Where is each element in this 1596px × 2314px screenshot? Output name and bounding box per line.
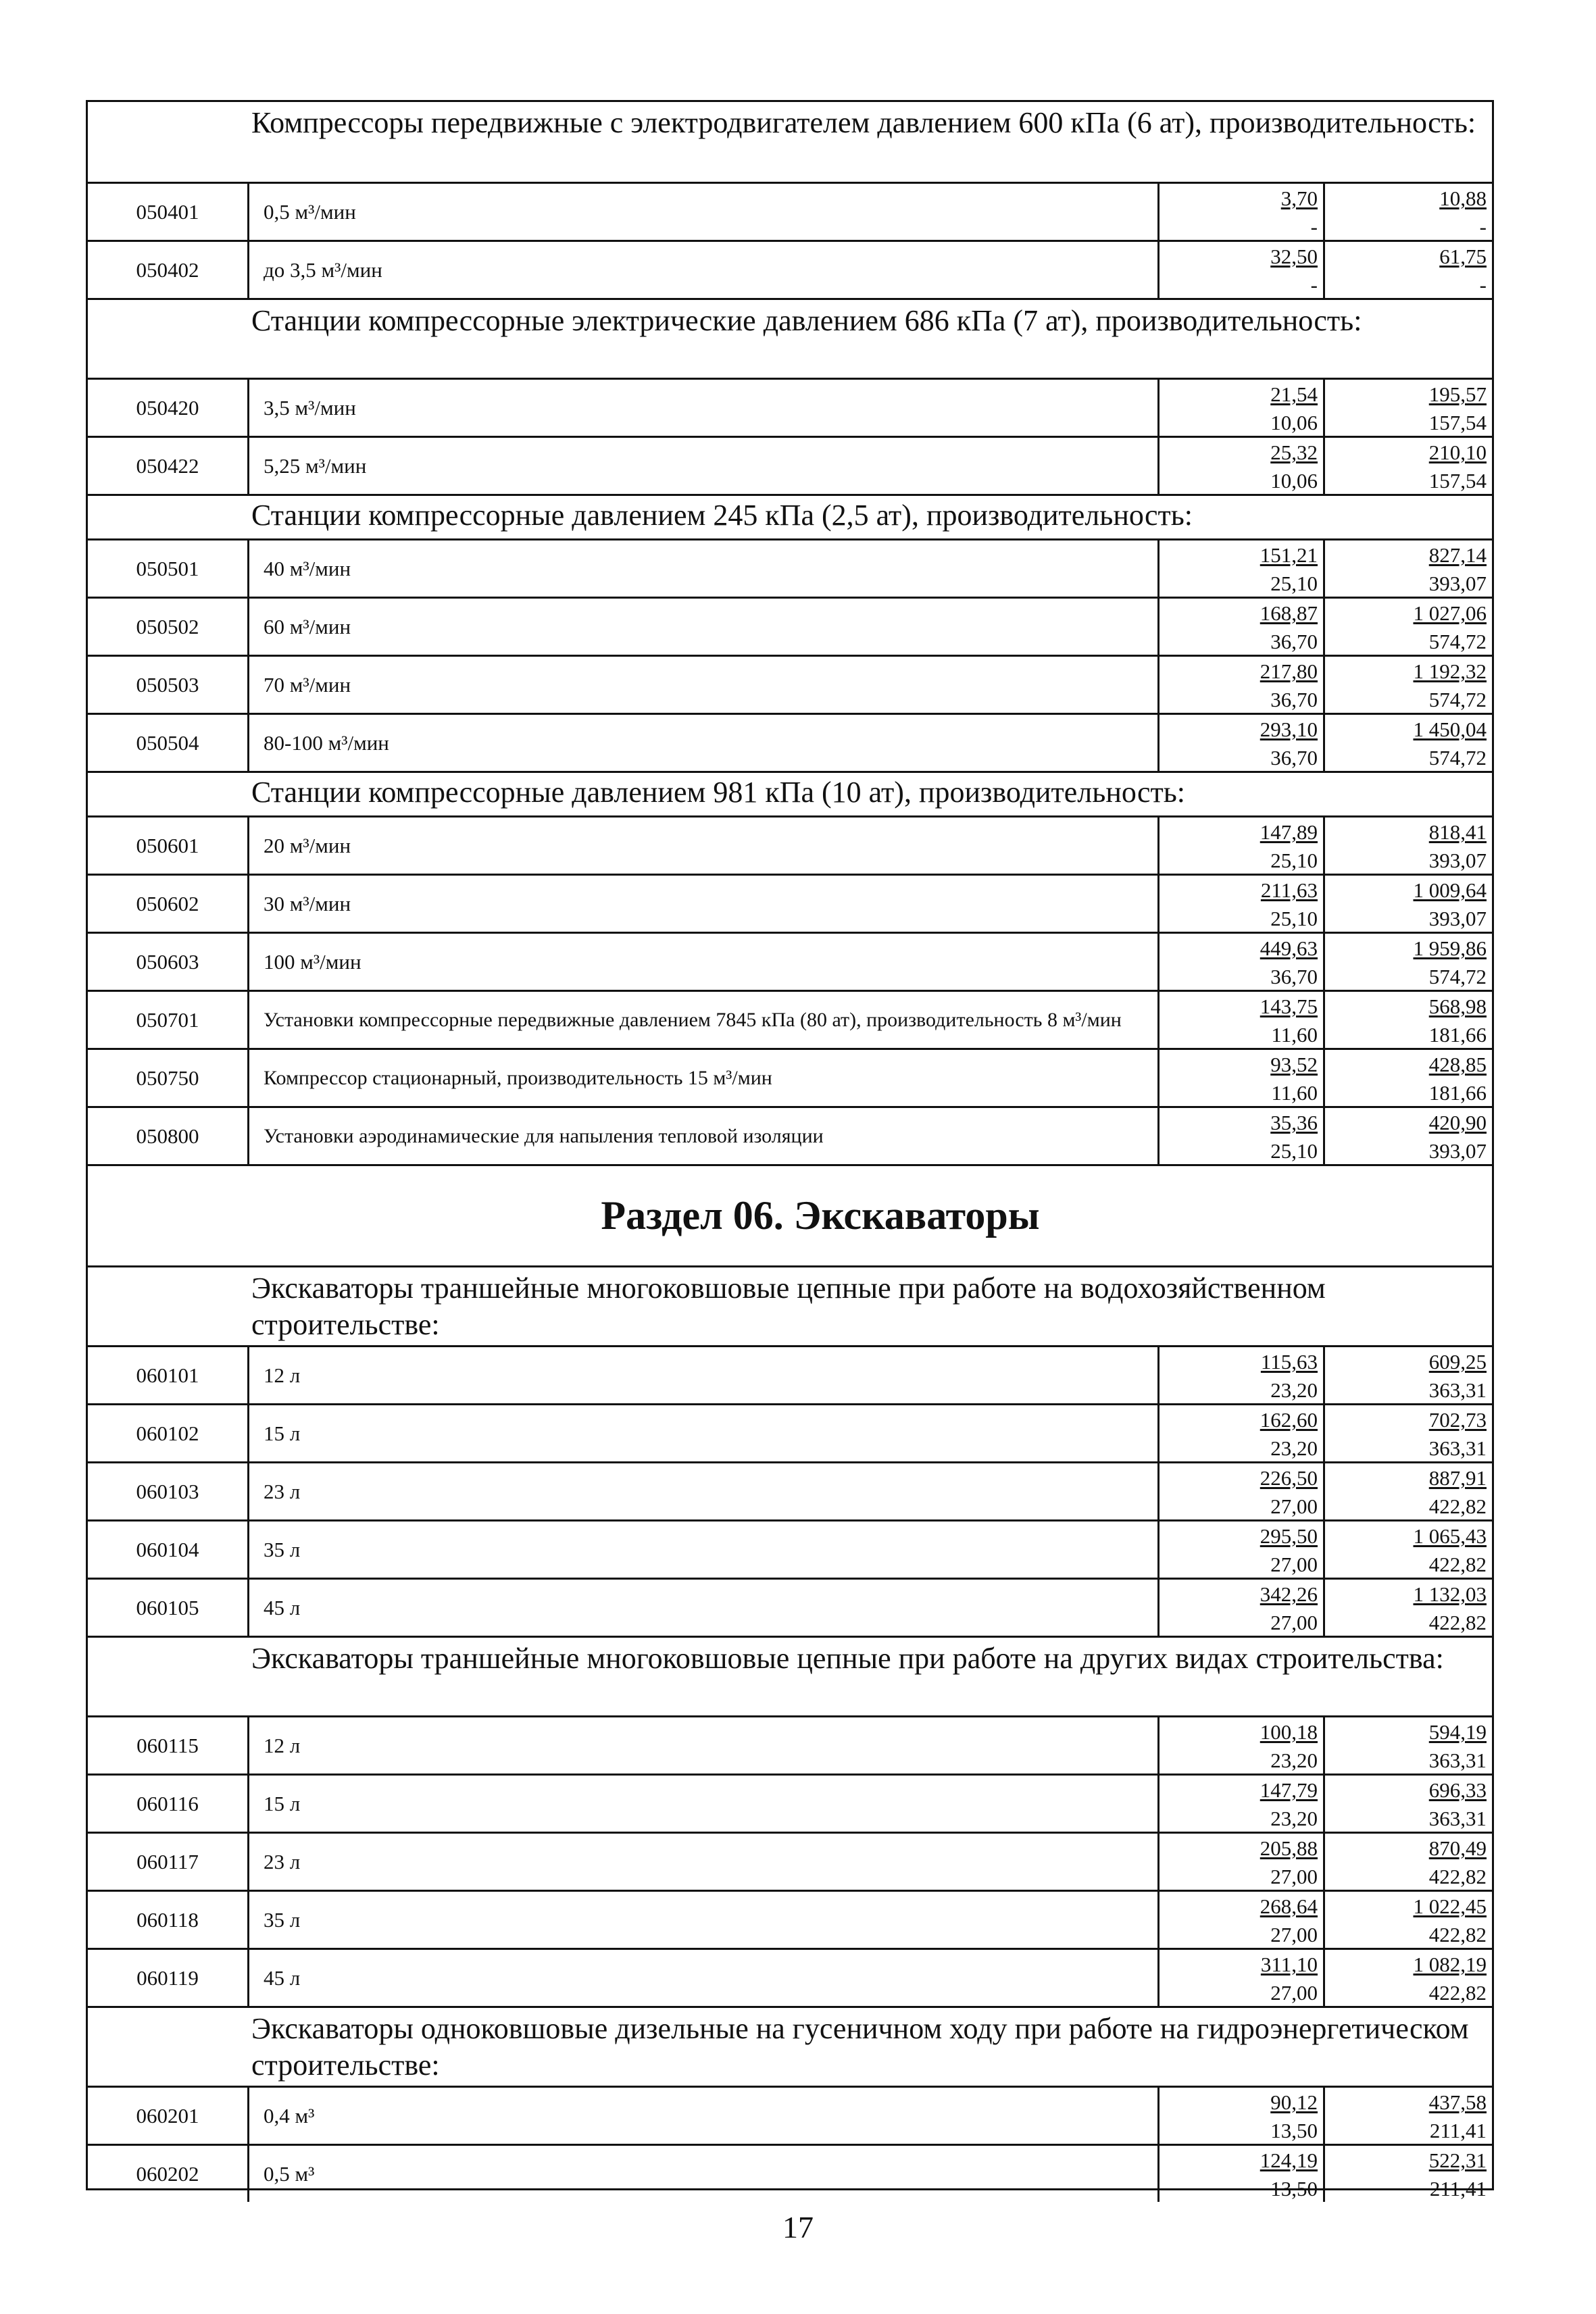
group-title: Компрессоры передвижные с электродвигателем давлением 600 кПа (6 ат), производительность: <box>251 106 1476 139</box>
price-column-2 <box>1323 715 1492 771</box>
price-2-wage: 422,82 <box>1428 1611 1487 1634</box>
price-column-1 <box>1157 1580 1323 1636</box>
price-column-2 <box>1323 657 1492 713</box>
price-column-2 <box>1323 934 1492 990</box>
price-2-total: 887,91 <box>1428 1466 1487 1490</box>
price-2-total: 568,98 <box>1428 995 1487 1018</box>
price-1-wage: 23,20 <box>1270 1436 1318 1460</box>
price-column-2 <box>1323 818 1492 874</box>
code-cell-empty <box>88 1638 247 1715</box>
price-1-total: 151,21 <box>1260 543 1318 567</box>
price-1-wage: 13,50 <box>1270 2177 1318 2200</box>
price-1-total: 311,10 <box>1260 1953 1318 1976</box>
price-1-total: 205,88 <box>1260 1836 1318 1860</box>
price-2-wage: 181,66 <box>1428 1023 1487 1047</box>
section-heading-row <box>88 1164 1492 1265</box>
price-column-1 <box>1157 380 1323 436</box>
price-2-total: 1 027,06 <box>1413 601 1487 625</box>
resource-code: 050422 <box>88 438 249 494</box>
price-1-total: 342,26 <box>1260 1582 1318 1606</box>
price-2-wage: 393,07 <box>1428 849 1487 872</box>
price-1-total: 295,50 <box>1260 1524 1318 1548</box>
price-1-total: 35,36 <box>1270 1111 1318 1134</box>
table-row <box>88 1106 1492 1164</box>
group-title: Станции компрессорные электрические давлением 686 кПа (7 ат), производительность: <box>251 304 1362 337</box>
table-row <box>88 1774 1492 1832</box>
resource-code: 050402 <box>88 242 249 298</box>
price-column-1 <box>1157 657 1323 713</box>
table-row <box>88 1832 1492 1890</box>
price-column-2 <box>1323 1463 1492 1519</box>
resource-code: 060119 <box>88 1950 249 2006</box>
price-1-total: 449,63 <box>1260 936 1318 960</box>
price-column-1 <box>1157 1834 1323 1890</box>
price-1-wage: 36,70 <box>1270 688 1318 711</box>
price-1-total: 100,18 <box>1260 1720 1318 1744</box>
price-column-1 <box>1157 2146 1323 2202</box>
resource-name: 45 л <box>264 1595 301 1619</box>
resource-name: до 3,5 м³/мин <box>264 257 382 282</box>
group-header-row <box>88 1265 1492 1345</box>
resource-name: Компрессор стационарный, производительность 15 м³/мин <box>264 1066 772 1089</box>
resource-code: 050502 <box>88 599 249 655</box>
table-row <box>88 378 1492 436</box>
price-2-wage: 574,72 <box>1428 965 1487 988</box>
price-column-2 <box>1323 1776 1492 1832</box>
price-1-wage: - <box>1310 273 1318 297</box>
price-column-1 <box>1157 540 1323 597</box>
price-1-wage: 27,00 <box>1270 1494 1318 1518</box>
price-2-total: 827,14 <box>1428 543 1487 567</box>
price-column-1 <box>1157 1463 1323 1519</box>
group-title: Экскаваторы траншейные многоковшовые цепные при работе на водохозяйственном строительстве: <box>251 1272 1326 1341</box>
price-2-total: 818,41 <box>1428 820 1487 844</box>
price-1-total: 143,75 <box>1260 995 1318 1018</box>
table-row <box>88 2086 1492 2144</box>
price-1-wage: 27,00 <box>1270 1865 1318 1888</box>
group-header-row <box>88 298 1492 378</box>
price-column-2 <box>1323 2146 1492 2202</box>
price-column-1 <box>1157 1405 1323 1461</box>
price-1-total: 211,63 <box>1260 878 1318 902</box>
section-title: Раздел 06. Экскаваторы <box>601 1193 1040 1238</box>
resource-name: 0,5 м³/мин <box>264 199 356 224</box>
table-row <box>88 655 1492 713</box>
price-column-2 <box>1323 1050 1492 1106</box>
code-cell-empty <box>88 1267 247 1345</box>
resource-code: 050401 <box>88 184 249 240</box>
table-row <box>88 597 1492 655</box>
price-column-2 <box>1323 992 1492 1048</box>
table-row <box>88 2144 1492 2202</box>
price-2-total: 594,19 <box>1428 1720 1487 1744</box>
price-column-1 <box>1157 599 1323 655</box>
price-1-wage: 27,00 <box>1270 1981 1318 2005</box>
price-2-wage: 363,31 <box>1428 1436 1487 1460</box>
resource-code: 060117 <box>88 1834 249 1890</box>
resource-code: 050750 <box>88 1050 249 1106</box>
price-table <box>86 100 1494 2200</box>
price-column-1 <box>1157 1521 1323 1578</box>
resource-name: 15 л <box>264 1421 301 1445</box>
price-1-total: 268,64 <box>1260 1894 1318 1918</box>
price-2-wage: 422,82 <box>1428 1865 1487 1888</box>
price-2-total: 437,58 <box>1428 2090 1487 2114</box>
price-1-total: 162,60 <box>1260 1408 1318 1432</box>
table-row <box>88 1403 1492 1461</box>
code-cell-empty <box>88 496 247 538</box>
price-1-total: 217,80 <box>1260 659 1318 683</box>
price-1-wage: 25,10 <box>1270 1139 1318 1163</box>
price-column-1 <box>1157 818 1323 874</box>
price-column-1 <box>1157 1108 1323 1164</box>
resource-code: 060101 <box>88 1347 249 1403</box>
resource-name: 45 л <box>264 1965 301 1990</box>
price-2-wage: 363,31 <box>1428 1807 1487 1830</box>
code-cell-empty <box>88 2008 247 2086</box>
resource-code: 060118 <box>88 1892 249 1948</box>
price-column-1 <box>1157 1717 1323 1774</box>
group-header-row <box>88 2006 1492 2086</box>
price-column-2 <box>1323 599 1492 655</box>
price-2-wage: 393,07 <box>1428 1139 1487 1163</box>
price-2-wage: - <box>1479 273 1487 297</box>
price-1-wage: 25,10 <box>1270 907 1318 930</box>
resource-code: 050504 <box>88 715 249 771</box>
price-1-wage: 36,70 <box>1270 965 1318 988</box>
price-column-1 <box>1157 715 1323 771</box>
price-column-2 <box>1323 1580 1492 1636</box>
resource-code: 060202 <box>88 2146 249 2202</box>
price-1-wage: 27,00 <box>1270 1923 1318 1946</box>
table-row <box>88 932 1492 990</box>
table-row <box>88 1345 1492 1403</box>
resource-name: 35 л <box>264 1907 301 1932</box>
resource-code: 060102 <box>88 1405 249 1461</box>
price-2-total: 1 450,04 <box>1413 718 1487 741</box>
resource-code: 050603 <box>88 934 249 990</box>
table-row <box>88 240 1492 298</box>
price-2-wage: 422,82 <box>1428 1981 1487 2005</box>
table-row <box>88 874 1492 932</box>
price-1-wage: 13,50 <box>1270 2119 1318 2142</box>
price-2-wage: 157,54 <box>1428 411 1487 434</box>
resource-name: 30 м³/мин <box>264 891 351 915</box>
price-2-total: 870,49 <box>1428 1836 1487 1860</box>
price-1-total: 25,32 <box>1270 441 1318 464</box>
price-1-total: 147,79 <box>1260 1778 1318 1802</box>
resource-name: 12 л <box>264 1733 301 1757</box>
price-column-2 <box>1323 1405 1492 1461</box>
price-1-wage: 23,20 <box>1270 1807 1318 1830</box>
price-2-wage: 363,31 <box>1428 1378 1487 1402</box>
price-1-wage: 23,20 <box>1270 1749 1318 1772</box>
price-1-total: 3,70 <box>1280 186 1318 210</box>
price-2-wage: 363,31 <box>1428 1749 1487 1772</box>
resource-code: 050701 <box>88 992 249 1048</box>
price-column-2 <box>1323 1950 1492 2006</box>
resource-name: 12 л <box>264 1363 301 1387</box>
price-1-total: 293,10 <box>1260 718 1318 741</box>
resource-code: 060104 <box>88 1521 249 1578</box>
price-2-wage: 157,54 <box>1428 469 1487 493</box>
resource-name: 23 л <box>264 1479 301 1503</box>
resource-name: 23 л <box>264 1849 301 1873</box>
price-column-1 <box>1157 1892 1323 1948</box>
price-2-wage: 211,41 <box>1429 2177 1487 2200</box>
price-2-total: 428,85 <box>1428 1053 1487 1076</box>
group-header-row <box>88 771 1492 815</box>
price-column-1 <box>1157 1776 1323 1832</box>
code-cell-empty <box>88 773 247 815</box>
group-title: Станции компрессорные давлением 981 кПа (10 ат), производительность: <box>251 776 1186 809</box>
price-2-wage: 422,82 <box>1428 1494 1487 1518</box>
price-column-2 <box>1323 380 1492 436</box>
price-column-1 <box>1157 2088 1323 2144</box>
price-1-wage: 36,70 <box>1270 630 1318 653</box>
price-1-total: 168,87 <box>1260 601 1318 625</box>
resource-code: 060116 <box>88 1776 249 1832</box>
price-column-1 <box>1157 876 1323 932</box>
price-column-2 <box>1323 438 1492 494</box>
price-column-1 <box>1157 1050 1323 1106</box>
group-header-row <box>88 102 1492 182</box>
price-1-wage: 36,70 <box>1270 746 1318 770</box>
price-2-total: 420,90 <box>1428 1111 1487 1134</box>
price-1-total: 124,19 <box>1260 2148 1318 2172</box>
resource-name: 60 м³/мин <box>264 614 351 638</box>
code-cell-empty <box>88 102 247 182</box>
price-1-wage: 11,60 <box>1271 1081 1318 1105</box>
price-column-2 <box>1323 876 1492 932</box>
price-2-total: 1 065,43 <box>1413 1524 1487 1548</box>
price-2-total: 1 009,64 <box>1413 878 1487 902</box>
resource-code: 050420 <box>88 380 249 436</box>
price-1-total: 226,50 <box>1260 1466 1318 1490</box>
resource-name: 0,5 м³ <box>264 2161 315 2186</box>
price-column-2 <box>1323 2088 1492 2144</box>
price-column-1 <box>1157 992 1323 1048</box>
price-2-total: 702,73 <box>1428 1408 1487 1432</box>
resource-code: 050800 <box>88 1108 249 1164</box>
group-title: Станции компрессорные давлением 245 кПа (2,5 ат), производительность: <box>251 499 1193 532</box>
resource-code: 060103 <box>88 1463 249 1519</box>
price-2-wage: 574,72 <box>1428 688 1487 711</box>
price-2-total: 210,10 <box>1428 441 1487 464</box>
price-column-1 <box>1157 184 1323 240</box>
price-column-2 <box>1323 1892 1492 1948</box>
price-column-2 <box>1323 540 1492 597</box>
price-2-wage: 574,72 <box>1428 630 1487 653</box>
price-1-wage: - <box>1310 215 1318 238</box>
price-column-2 <box>1323 242 1492 298</box>
price-2-wage: 422,82 <box>1428 1923 1487 1946</box>
price-2-total: 522,31 <box>1428 2148 1487 2172</box>
resource-code: 050602 <box>88 876 249 932</box>
table-row <box>88 436 1492 494</box>
resource-code: 050503 <box>88 657 249 713</box>
table-row <box>88 1519 1492 1578</box>
price-column-2 <box>1323 1834 1492 1890</box>
price-1-wage: 27,00 <box>1270 1553 1318 1576</box>
price-1-total: 93,52 <box>1270 1053 1318 1076</box>
code-cell-empty <box>88 300 247 378</box>
price-column-2 <box>1323 184 1492 240</box>
price-column-1 <box>1157 1347 1323 1403</box>
price-1-wage: 23,20 <box>1270 1378 1318 1402</box>
price-1-wage: 25,10 <box>1270 572 1318 595</box>
table-row <box>88 1578 1492 1636</box>
price-2-total: 10,88 <box>1439 186 1487 210</box>
table-row <box>88 815 1492 874</box>
page-number: 17 <box>782 2210 814 2244</box>
price-column-1 <box>1157 438 1323 494</box>
price-2-total: 195,57 <box>1428 382 1487 406</box>
resource-name: Установки аэродинамические для напыления тепловой изоляции <box>264 1124 824 1147</box>
price-1-wage: 25,10 <box>1270 849 1318 872</box>
price-1-total: 21,54 <box>1270 382 1318 406</box>
table-row <box>88 1890 1492 1948</box>
price-2-wage: 181,66 <box>1428 1081 1487 1105</box>
resource-name: 20 м³/мин <box>264 833 351 857</box>
price-2-wage: - <box>1479 215 1487 238</box>
price-1-wage: 11,60 <box>1271 1023 1318 1047</box>
resource-name: 35 л <box>264 1537 301 1561</box>
price-column-2 <box>1323 1108 1492 1164</box>
price-2-total: 609,25 <box>1428 1350 1487 1374</box>
price-1-total: 90,12 <box>1270 2090 1318 2114</box>
price-2-wage: 393,07 <box>1428 907 1487 930</box>
price-2-total: 61,75 <box>1439 245 1487 268</box>
price-2-wage: 574,72 <box>1428 746 1487 770</box>
resource-name: 5,25 м³/мин <box>264 453 367 478</box>
table-row <box>88 990 1492 1048</box>
price-1-wage: 27,00 <box>1270 1611 1318 1634</box>
table-row <box>88 182 1492 240</box>
table-row <box>88 538 1492 597</box>
table-row <box>88 1048 1492 1106</box>
price-1-wage: 10,06 <box>1270 469 1318 493</box>
price-1-total: 147,89 <box>1260 820 1318 844</box>
resource-name: 0,4 м³ <box>264 2103 315 2128</box>
price-2-wage: 393,07 <box>1428 572 1487 595</box>
table-row <box>88 1948 1492 2006</box>
price-2-wage: 211,41 <box>1429 2119 1487 2142</box>
price-2-total: 1 959,86 <box>1413 936 1487 960</box>
price-1-wage: 10,06 <box>1270 411 1318 434</box>
resource-name: 80-100 м³/мин <box>264 730 389 755</box>
price-2-total: 1 022,45 <box>1413 1894 1487 1918</box>
resource-code: 060201 <box>88 2088 249 2144</box>
resource-name: 70 м³/мин <box>264 672 351 697</box>
price-column-1 <box>1157 1950 1323 2006</box>
price-column-2 <box>1323 1521 1492 1578</box>
price-column-2 <box>1323 1347 1492 1403</box>
resource-name: 3,5 м³/мин <box>264 395 356 420</box>
price-2-total: 696,33 <box>1428 1778 1487 1802</box>
price-1-total: 115,63 <box>1260 1350 1318 1374</box>
resource-code: 050601 <box>88 818 249 874</box>
resource-code: 050501 <box>88 540 249 597</box>
resource-name: 40 м³/мин <box>264 556 351 580</box>
group-title: Экскаваторы одноковшовые дизельные на гусеничном ходу при работе на гидроэнергетическом строительстве: <box>251 2012 1469 2082</box>
table-row <box>88 1715 1492 1774</box>
price-2-wage: 422,82 <box>1428 1553 1487 1576</box>
price-2-total: 1 082,19 <box>1413 1953 1487 1976</box>
group-header-row <box>88 494 1492 538</box>
price-column-1 <box>1157 934 1323 990</box>
group-header-row <box>88 1636 1492 1715</box>
price-2-total: 1 132,03 <box>1413 1582 1487 1606</box>
price-1-total: 32,50 <box>1270 245 1318 268</box>
resource-name: 15 л <box>264 1791 301 1815</box>
price-2-total: 1 192,32 <box>1413 659 1487 683</box>
resource-name: Установки компрессорные передвижные давлением 7845 кПа (80 ат), производительность 8 м³/мин <box>264 1008 1122 1031</box>
resource-code: 060115 <box>88 1717 249 1774</box>
group-title: Экскаваторы траншейные многоковшовые цепные при работе на других видах строительства: <box>251 1642 1444 1675</box>
table-row <box>88 713 1492 771</box>
resource-name: 100 м³/мин <box>264 949 361 974</box>
table-row <box>88 1461 1492 1519</box>
price-column-2 <box>1323 1717 1492 1774</box>
resource-code: 060105 <box>88 1580 249 1636</box>
price-column-1 <box>1157 242 1323 298</box>
